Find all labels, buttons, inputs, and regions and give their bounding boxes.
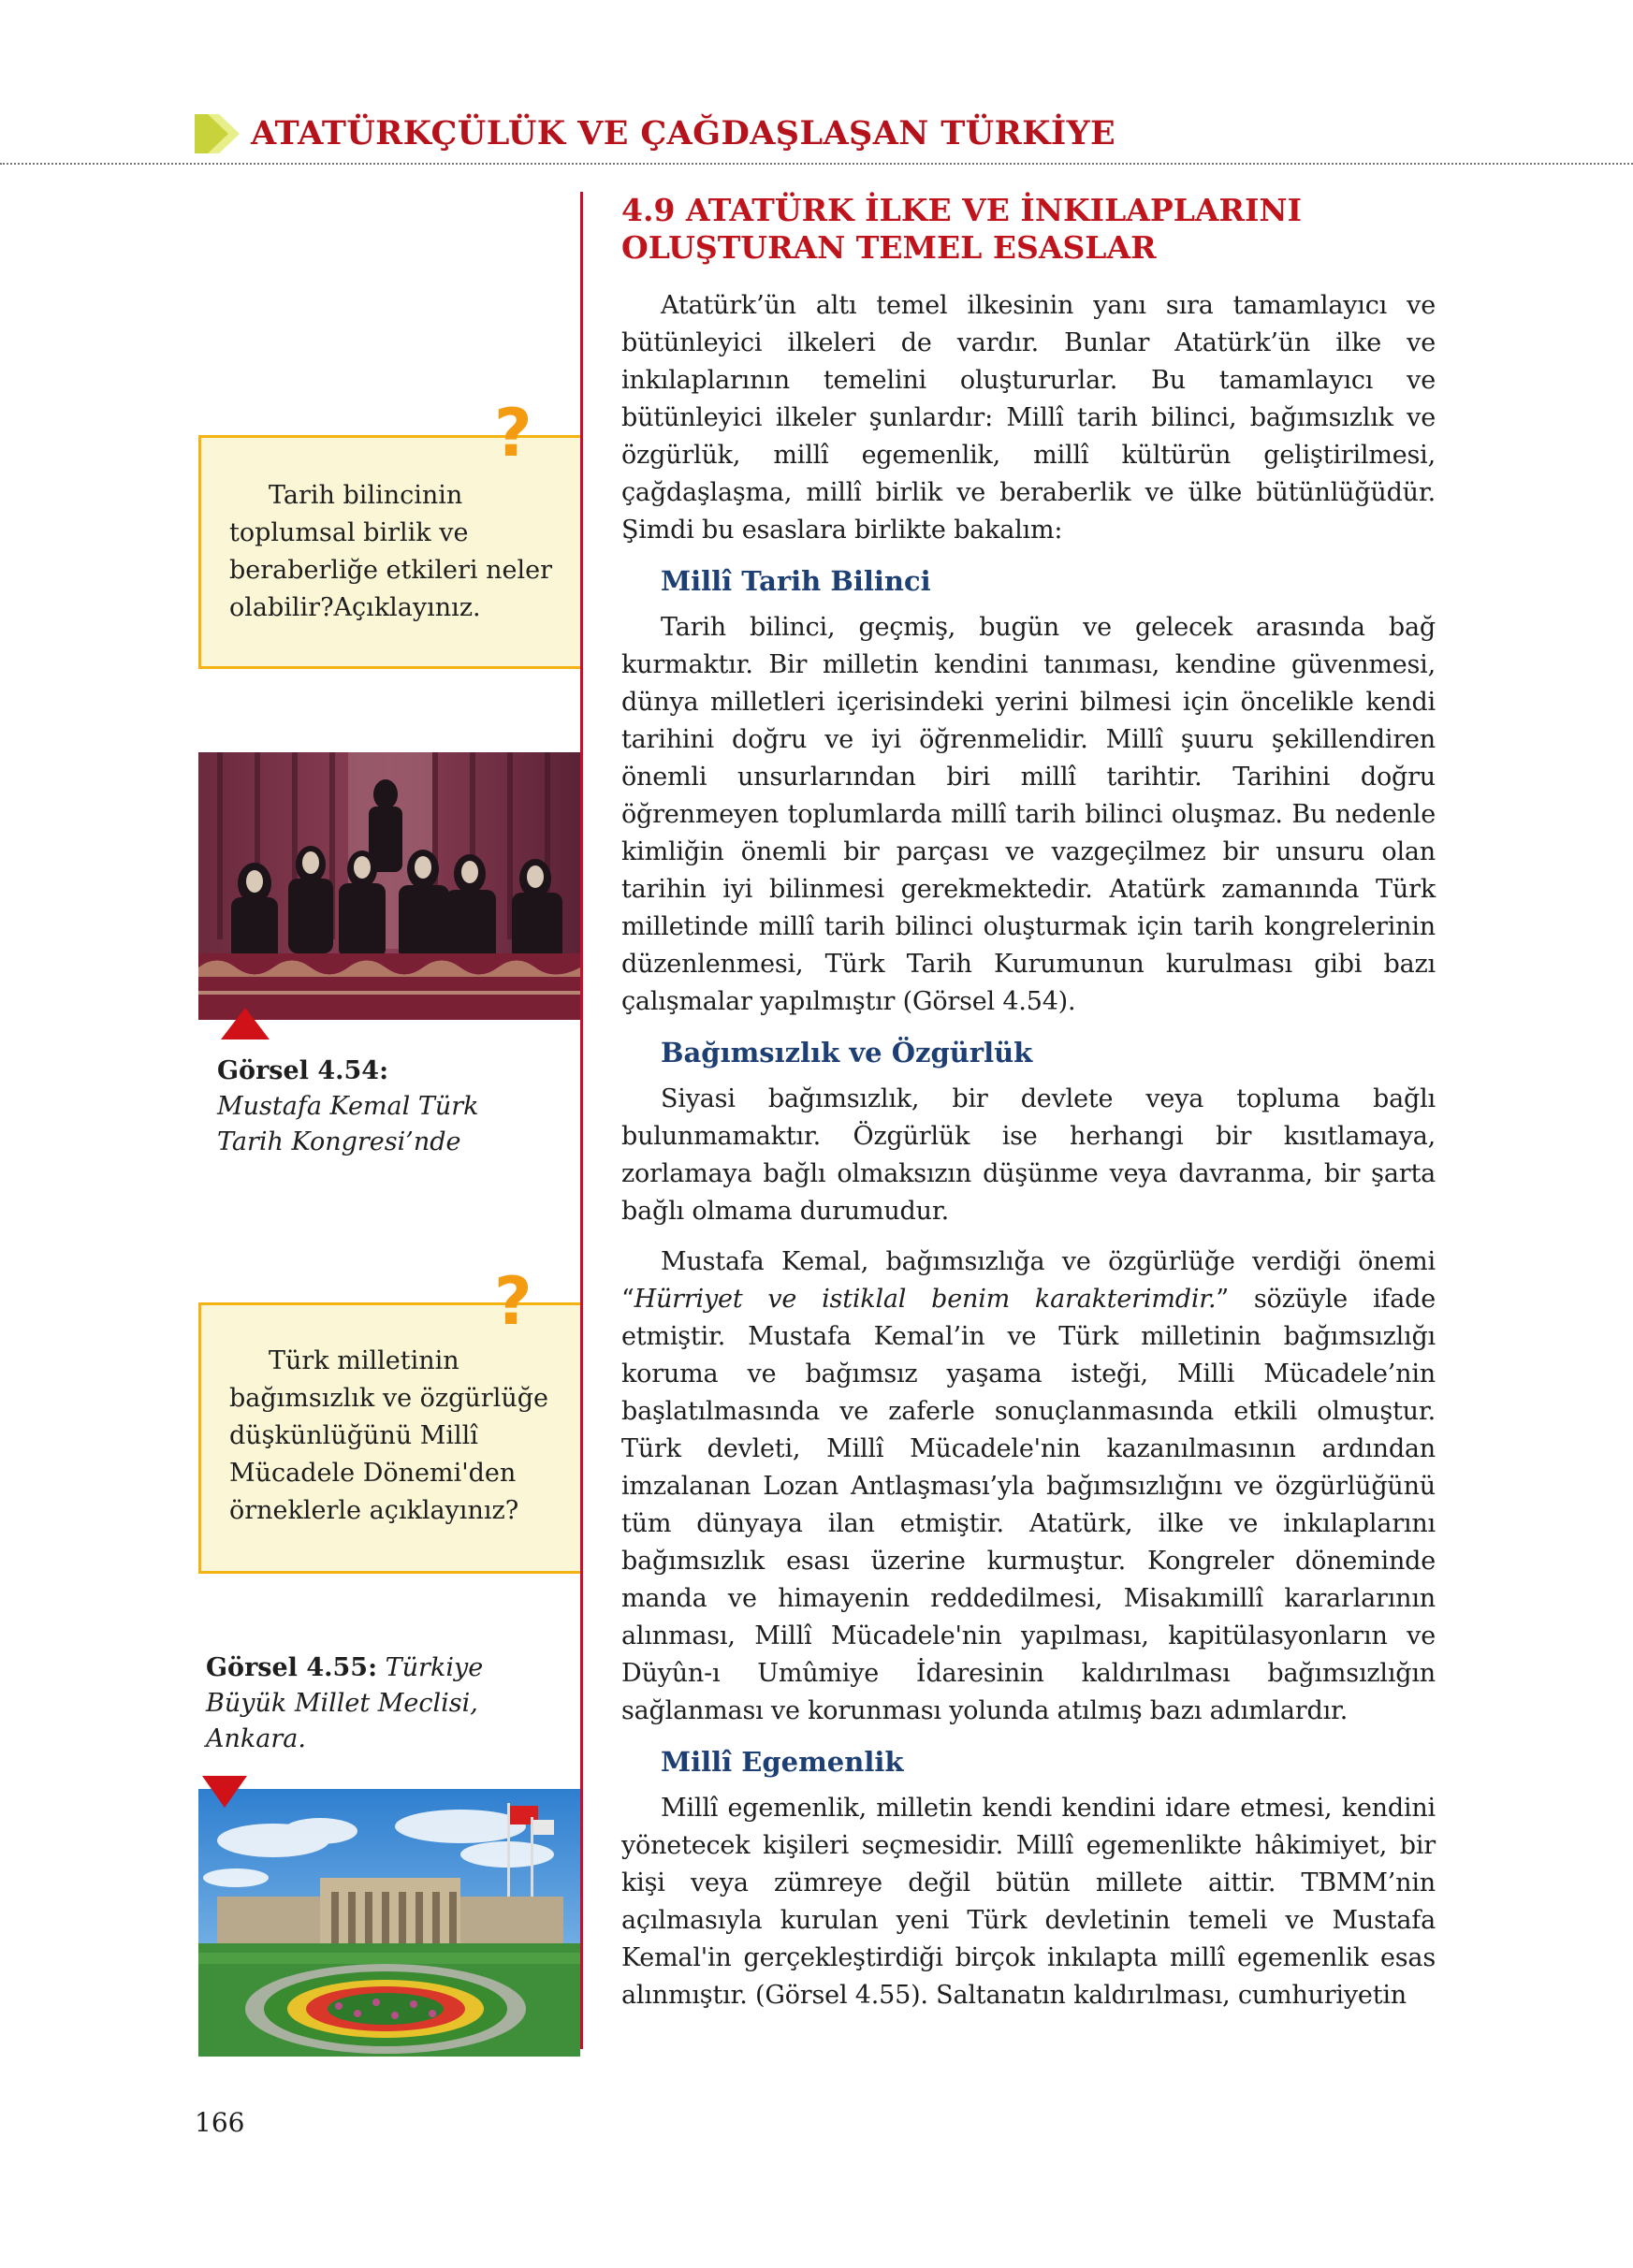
paragraph-text: ” sözüyle ifade etmiştir. Mustafa Kemal’in ve Türk milletinin bağımsızlığı koruma ve bağımsız yaşama isteği, Milli Mücadele’nin başlatılmasında ve zaferle sonuçlanmasında etkili olmuştur. Türk devleti, Millî Mücadele'nin kazanılmasının ardından imzalanan Lozan Antlaşması’yla bağımsızlığını ve özgürlüğünü tüm dünyaya ilan etmiştir. Atatürk, ilke ve inkılaplarını bağımsızlık esası üzerine kurmuştur. Kongreler döneminde manda ve himayenin reddedilmesi, Misakımillî kararlarının alınması, Millî Mücadele'nin yapılması, kapitülasyonların ve Düyûn-ı Umûmiye İdaresinin kaldırılması bağımsızlığın sağlanması ve korunması yolunda atılmış bazı adımlardır.: [621, 1285, 1436, 1725]
congress-photo: [198, 752, 580, 1020]
intro-paragraph: Atatürk’ün altı temel ilkesinin yanı sıra tamamlayıcı ve bütünleyici ilkeleri de vardır. Bunlar Atatürk’ün ilke ve inkılaplarının temelini oluştururlar. Bu tamamlayıcı ve bütünleyici ilkeler şunlardır: Millî tarih bilinci, bağımsızlık ve özgürlük, millî egemenlik, millî kültürün geliştirilmesi, çağdaşlaşma, millî birlik ve beraberlik ve ülke bütünlüğüdür. Şimdi bu esaslara birlikte bakalım:: [621, 291, 1436, 545]
milli-tarih-paragraph: Tarih bilinci, geçmiş, bugün ve gelecek arasında bağ kurmaktır. Bir milletin kendini tanıması, kendine güvenmesi, dünya milletleri içerisindeki yerini bilmesi için öncelikle kendi tarihini doğru ve iyi öğrenmelidir. Millî şuuru şekillendiren önemli unsurlarından biri millî tarihtir. Tarihini doğru öğrenmeyen toplumlarda millî tarih bilinci oluşmaz. Bu nedenle kimliğin önemli bir parçası ve vazgeçilmez bir unsuru olan tarihin iyi bilinmesi gerekmektedir. Atatürk zamanında Türk milletinde millî tarih bilinci oluşturmak için tarih kongrelerinin düzenlenmesi, Türk Tarih Kurumunun kurulması gibi bazı çalışmalar yapılmıştır (Görsel 4.54).: [621, 613, 1436, 1016]
red-triangle-up-icon: [221, 1008, 270, 1040]
question-mark-icon: ?: [494, 395, 532, 472]
page-number: 166: [195, 2107, 245, 2138]
question-text: Tarih bilincinin toplumsal birlik ve beraberliğe etkileri neler olabilir?Açıklayınız.: [229, 481, 553, 622]
bagimsizlik-paragraph-2: [621, 1243, 1436, 1730]
red-triangle-down-icon: [202, 1776, 247, 1808]
subheading-bagimsizlik: Bağımsızlık ve Özgürlük: [661, 1037, 1033, 1069]
caption-text: Tarih Kongresi’nde: [217, 1127, 461, 1156]
column-divider: [580, 192, 583, 2049]
egemenlik-paragraph: Millî egemenlik, milletin kendi kendini idare etmesi, kendini yönetecek kişileri seçmesidir. Millî egemenlikte hâkimiyet, bir kişi veya zümreye değil bütün millete aittir. TBMM’nin açılmasıyla kurulan yeni Türk devletinin temeli ve Mustafa Kemal'in gerçekleştirdiği birçok inkılapta millî egemenlik esas alınmıştır. (Görsel 4.55). Saltanatın kaldırılması, cumhuriyetin: [621, 1794, 1436, 2010]
caption-text: Mustafa Kemal Türk: [217, 1092, 479, 1121]
question-mark-icon: ?: [494, 1263, 532, 1340]
figure-label: Görsel 4.55:: [206, 1653, 378, 1682]
chevron-right-icon: [195, 114, 240, 153]
caption-text: Ankara.: [206, 1724, 306, 1753]
figure-caption-4-54: [217, 1054, 573, 1160]
chapter-title: ATATÜRKÇÜLÜK VE ÇAĞDAŞLAŞAN TÜRKİYE: [251, 114, 1116, 153]
section-title-line2: OLUŞTURAN TEMEL ESASLAR: [621, 229, 1157, 266]
main-column: [621, 192, 1436, 2028]
header-divider: [0, 163, 1633, 165]
section-title: [621, 192, 1436, 267]
subheading-milli-tarih: Millî Tarih Bilinci: [661, 565, 931, 597]
bagimsizlik-paragraph-1: Siyasi bağımsızlık, bir devlete veya topluma bağlı bulunmamaktır. Özgürlük ise herhangi bir kısıtlamaya, zorlamaya bağlı olmaksızın düşünme veya davranma, bir şarta bağlı olmama durumudur.: [621, 1084, 1436, 1226]
caption-text: Büyük Millet Meclisi,: [206, 1689, 478, 1718]
figure-label: Görsel 4.54:: [217, 1056, 389, 1085]
parliament-photo: [198, 1789, 580, 2057]
caption-text: Türkiye: [385, 1653, 484, 1682]
section-title-line1: 4.9 ATATÜRK İLKE VE İNKILAPLARINI: [621, 192, 1302, 228]
question-text: Türk milletinin bağımsızlık ve özgürlüğe düşkünlüğünü Millî Mücadele Dönemi'den örneklerle açıklayınız?: [229, 1346, 548, 1525]
subheading-egemenlik: Millî Egemenlik: [661, 1746, 904, 1778]
question-box-2: [198, 1302, 580, 1574]
quote-text: Hürriyet ve istiklal benim karakterimdir.: [634, 1285, 1217, 1314]
paragraph-text: Mustafa Kemal, bağımsızlığa ve özgürlüğe verdiği önemi “: [621, 1247, 1436, 1314]
figure-caption-4-55: [206, 1650, 571, 1757]
